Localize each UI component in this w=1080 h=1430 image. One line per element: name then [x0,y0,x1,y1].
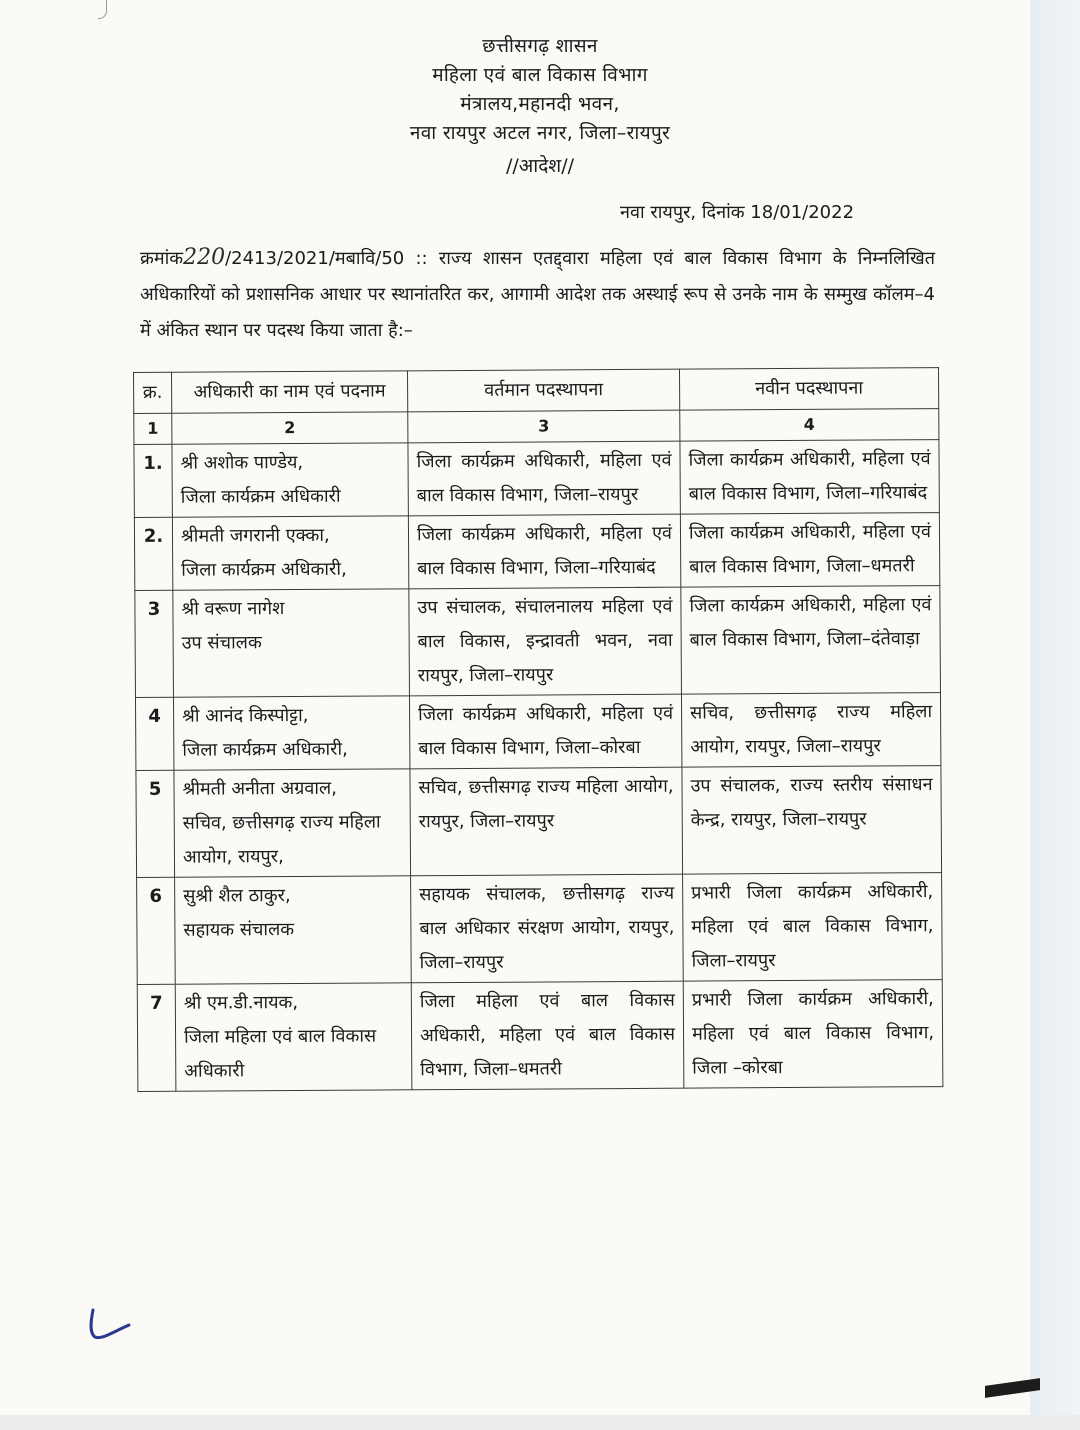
officer-designation: सहायक संचालक [183,919,295,941]
order-paragraph [140,240,935,349]
current-posting: जिला महिला एवं बाल विकास अधिकारी, महिला एवं बाल विकास विभाग, जिला–धमतरी [411,981,684,1090]
new-posting: जिला कार्यक्रम अधिकारी, महिला एवं बाल विकास विभाग, जिला–गरियाबंद [680,440,939,515]
officer-name: श्री वरूण नागेश [181,598,285,620]
new-posting: सचिव, छत्तीसगढ़ राज्य महिला आयोग, रायपुर, जिला–रायपुर [681,693,940,768]
officer-name: श्रीमती जगरानी एक्का, [180,524,330,547]
order-number-prefix: क्रमांक [140,248,184,269]
officer-name: श्री आनंद किस्पोट्टा, [182,704,309,727]
officer-cell [172,443,408,517]
table-row [137,980,943,1092]
column-number: 1 [134,413,172,444]
officer-cell [172,516,408,590]
serial-number: 6 [137,877,176,984]
officer-designation: सचिव, छत्तीसगढ़ राज्य महिला आयोग, रायपुर, [182,811,381,868]
header-new-posting: नवीन पदस्थापना [679,368,938,411]
current-posting: सहायक संचालक, छत्तीसगढ़ राज्य बाल अधिकार संरक्षण आयोग, रायपुर, जिला–रायपुर [411,874,684,983]
header-serial: क्र. [134,372,172,413]
officer-designation: उप संचालक [181,632,262,654]
officer-designation: जिला महिला एवं बाल विकास अधिकारी [184,1025,377,1082]
table-row [134,513,939,591]
new-posting: उप संचालक, राज्य स्तरीय संसाधन केन्द्र, रायपुर, जिला–रायपुर [682,766,942,875]
serial-number: 2. [134,517,172,590]
scan-edge [1030,0,1080,1430]
table-row [137,873,943,985]
column-number: 2 [172,412,408,444]
officer-designation: जिला कार्यक्रम अधिकारी, [181,558,347,581]
pen-mark [98,0,107,19]
serial-number: 1. [134,444,172,517]
new-posting: प्रभारी जिला कार्यक्रम अधिकारी, महिला एवं बाल विकास विभाग, जिला–रायपुर [683,873,943,982]
order-number-rest: /2413/2021/मबावि/50 [225,248,405,269]
table-row [136,766,942,878]
header-current-posting: वर्तमान पदस्थापना [407,369,679,412]
handwritten-order-number: 220 [183,245,226,270]
scan-bottom-edge [0,1415,1080,1430]
column-number-row [134,409,939,445]
new-posting: प्रभारी जिला कार्यक्रम अधिकारी, महिला एवं बाल विकास विभाग, जिला –कोरबा [683,980,943,1089]
current-posting: जिला कार्यक्रम अधिकारी, महिला एवं बाल विकास विभाग, जिला–रायपुर [408,441,680,516]
column-number: 4 [680,409,939,442]
officer-cell [173,696,409,770]
serial-number: 4 [135,697,173,770]
officer-cell [175,983,412,1091]
officer-cell [174,769,411,877]
header-officer: अधिकारी का नाम एवं पदनाम [172,371,408,413]
city-address: नवा रायपुर अटल नगर, जिला–रायपुर [409,122,671,144]
current-posting: सचिव, छत्तीसगढ़ राज्य महिला आयोग, रायपुर, जिला–रायपुर [410,767,683,876]
table-row [134,440,939,518]
order-date: नवा रायपुर, दिनांक 18/01/2022 [620,202,855,223]
serial-number: 7 [137,984,176,1091]
new-posting: जिला कार्यक्रम अधिकारी, महिला एवं बाल विकास विभाग, जिला–धमतरी [680,513,939,588]
ministry-address: मंत्रालय,महानदी भवन, [460,93,620,115]
column-number: 3 [408,410,680,443]
order-body-text: :: राज्य शासन एतद्द्वारा महिला एवं बाल विकास विभाग के निम्नलिखित अधिकारियों को प्रशासनिक आधार पर स्थानांतरित कर, आगामी आदेश तक अस्थाई रूप से उनके नाम के सम्मुख कॉलम–4 में अंकित स्थान पर पदस्थ किया जाता है:– [140,248,935,341]
current-posting: जिला कार्यक्रम अधिकारी, महिला एवं बाल विकास विभाग, जिला–गरियाबंद [408,514,680,589]
serial-number: 5 [136,770,175,877]
officer-name: श्रीमती अनीता अग्रवाल, [182,777,337,800]
officer-name: श्री एम.डी.नायक, [183,992,299,1014]
officer-name: सुश्री शैल ठाकुर, [183,885,291,907]
order-title: //आदेश// [505,155,575,177]
officer-cell [173,589,410,697]
transfer-table [133,367,943,1092]
table-row [135,693,940,771]
department-name: महिला एवं बाल विकास विभाग [432,64,648,86]
current-posting: जिला कार्यक्रम अधिकारी, महिला एवं बाल विकास विभाग, जिला–कोरबा [409,694,681,769]
officer-cell [175,876,412,984]
officer-designation: जिला कार्यक्रम अधिकारी [180,485,341,508]
letterhead [0,32,1080,148]
officer-name: श्री अशोक पाण्डेय, [180,451,304,474]
government-name: छत्तीसगढ़ शासन [482,35,598,57]
new-posting: जिला कार्यक्रम अधिकारी, महिला एवं बाल विकास विभाग, जिला–दंतेवाड़ा [681,586,941,695]
table-header-row [134,368,939,414]
current-posting: उप संचालक, संचालनालय महिला एवं बाल विकास, इन्द्रावती भवन, नवा रायपुर, जिला–रायपुर [409,587,682,696]
signature-stroke [85,1305,135,1345]
table-row [135,586,941,698]
officer-designation: जिला कार्यक्रम अधिकारी, [182,738,348,761]
serial-number: 3 [135,590,174,697]
